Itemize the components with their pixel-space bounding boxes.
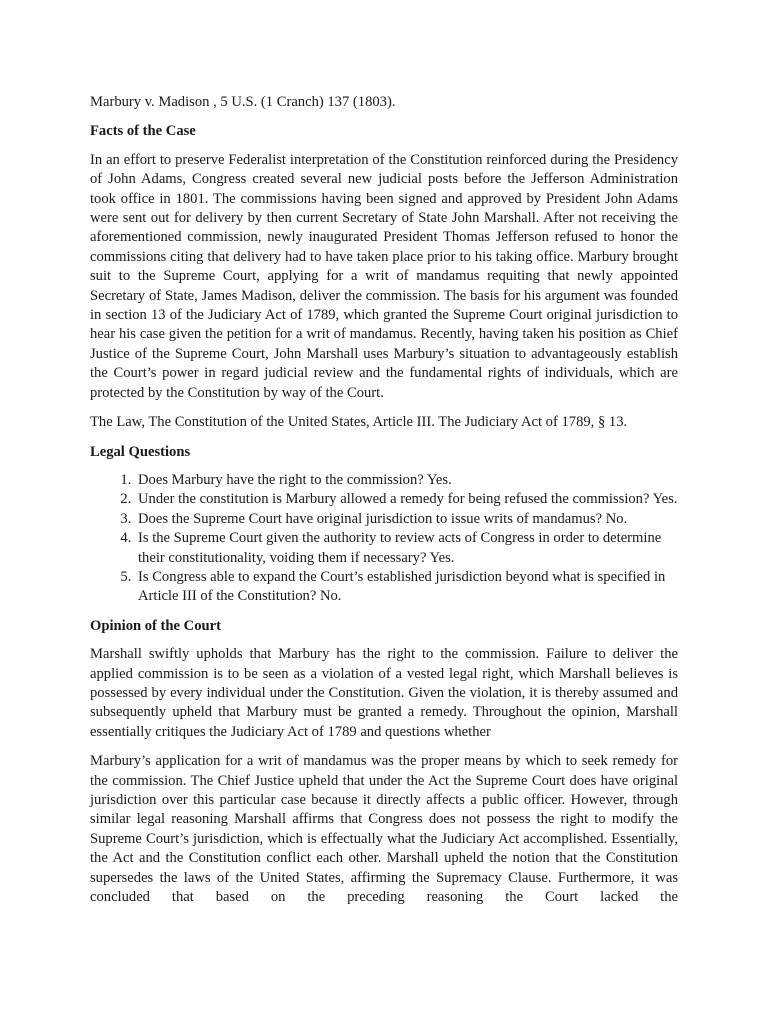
legal-questions-list (90, 471, 678, 607)
facts-heading: Facts of the Case (90, 123, 196, 140)
legal-question-item: 5. Is Congress able to expand the Court’s established jurisdiction beyond what is specified in Article III of the Constitution? No. (135, 568, 678, 607)
law-statement: The Law, The Constitution of the United States, Article III. The Judiciary Act of 1789, § 13. (90, 414, 628, 431)
opinion-heading: Opinion of the Court (90, 617, 221, 634)
case-citation: Marbury v. Madison , 5 U.S. (1 Cranch) 137 (1803). (90, 94, 396, 110)
legal-question-item: 4. Is the Supreme Court given the authority to review acts of Congress in order to determine their constitutionality, voiding them if necessary? Yes. (135, 529, 678, 568)
legal-question-item: 1. Does Marbury have the right to the commission? Yes. (135, 471, 678, 490)
opinion-paragraph: Marshall swiftly upholds that Marbury has the right to the commission. Failure to deliver the applied commission is to be seen as a violation of a vested legal right, which Marshall believes is possessed by every individual under the Constitution. Given the violation, it is thereby assumed and subsequently upheld that Marbury must be granted a remedy. Throughout the opinion, Marshall essentially critiques the Judiciary Act of 1789 and questions whether (90, 646, 678, 740)
legal-question-item: 3. Does the Supreme Court have original jurisdiction to issue writs of mandamus? No. (135, 510, 678, 529)
legal-question-item: 2. Under the constitution is Marbury allowed a remedy for being refused the commission? Yes. (135, 490, 678, 509)
document-page (90, 93, 678, 917)
legal-questions-heading: Legal Questions (90, 443, 191, 460)
opinion-paragraph-continued: Marbury’s application for a writ of mandamus was the proper means by which to seek remedy for the commission. The Chief Justice upheld that under the Act the Supreme Court does have original jurisdiction over this particular case because it directly affects a public officer. However, through similar legal reasoning Marshall affirms that Congress does not possess the right to modify the Supreme Court’s jurisdiction, which is effectually what the Judiciary Act accomplished. Essentially, the Act and the Constitution conflict each other. Marshall upheld the notion that the Constitution supersedes the laws of the United States, affirming the Supremacy Clause. Furthermore, it was concluded that based on the preceding reasoning the Court lacked the (90, 753, 678, 906)
facts-paragraph: In an effort to preserve Federalist interpretation of the Constitution reinforced during the Presidency of John Adams, Congress created several new judicial posts before the Jefferson Administration took office in 1801. The commissions having been signed and approved by President John Adams were sent out for delivery by then current Secretary of State John Marshall. After not receiving the aforementioned commission, newly inaugurated President Thomas Jefferson refused to honor the commissions citing that delivery had to have taken place prior to his taking office. Marbury brought suit to the Supreme Court, applying for a writ of mandamus requiting that newly appointed Secretary of State, James Madison, deliver the commission. The basis for his argument was founded in section 13 of the Judiciary Act of 1789, which granted the Supreme Court original jurisdiction to hear his case given the petition for a writ of mandamus. Recently, having taken his position as Chief Justice of the Supreme Court, John Marshall uses Marbury’s situation to advantageously establish the Court’s power in regard judicial review and the fundamental rights of individuals, which are protected by the Constitution by way of the Court. (90, 151, 678, 401)
